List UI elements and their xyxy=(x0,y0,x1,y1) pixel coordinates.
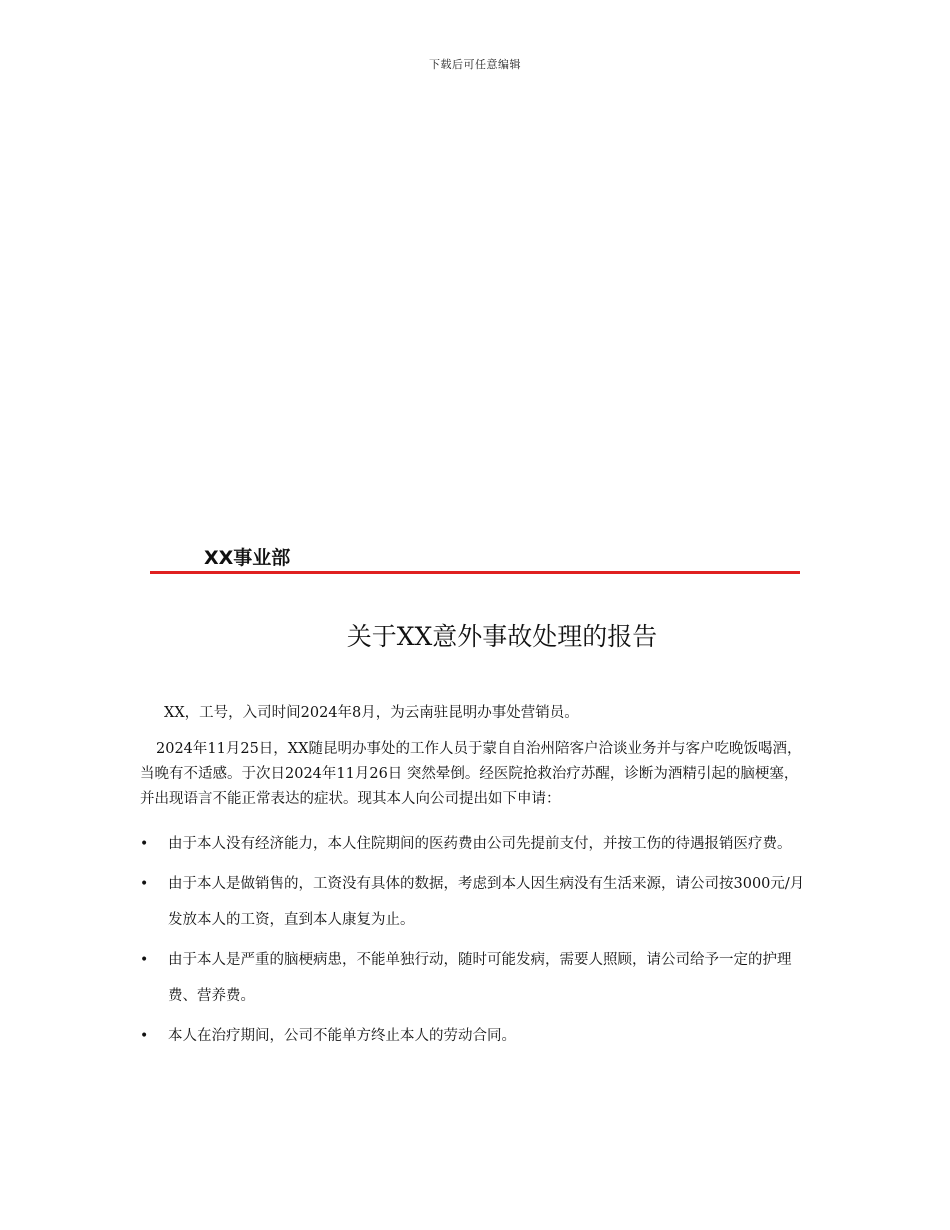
document-title: 关于XX意外事故处理的报告 xyxy=(346,622,658,651)
bullet-dot-icon: • xyxy=(140,876,149,892)
request-item-salary xyxy=(140,866,810,938)
request-item-medical xyxy=(140,826,810,862)
department-name: XX事业部 xyxy=(204,547,291,569)
request-text: 由于本人是做销售的，工资没有具体的数据，考虑到本人因生病没有生活来源，请公司按3000元/月发放本人的工资，直到本人康复为止。 xyxy=(168,876,805,928)
bullet-dot-icon: • xyxy=(140,1028,149,1044)
page-header-note: 下载后可任意编辑 xyxy=(429,58,521,71)
paragraph-incident: 2024年11月25日，XX随昆明办事处的工作人员于蒙自自治州陪客户洽谈业务并与客户吃晚饭喝酒，当晚有不适感。于次日2024年11月26日 突然晕倒。经医院抢救治疗苏醒，诊断为酒精引起的脑梗塞，并出现语言不能正常表达的症状。现其本人向公司提出如下申请： xyxy=(140,740,802,807)
request-text: 由于本人是严重的脑梗病患，不能单独行动，随时可能发病，需要人照顾，请公司给予一定的护理费、营养费。 xyxy=(168,952,792,1004)
request-item-contract xyxy=(140,1018,810,1054)
bullet-dot-icon: • xyxy=(140,836,149,852)
bullet-dot-icon: • xyxy=(140,952,149,968)
paragraph-employee-info: XX，工号，入司时间2024年8月，为云南驻昆明办事处营销员。 xyxy=(164,704,579,721)
request-list xyxy=(140,826,810,1058)
request-text: 本人在治疗期间，公司不能单方终止本人的劳动合同。 xyxy=(168,1028,516,1044)
request-item-nursing xyxy=(140,942,810,1014)
request-text: 由于本人没有经济能力，本人住院期间的医药费由公司先提前支付，并按工伤的待遇报销医疗费。 xyxy=(168,836,792,852)
letterhead-red-rule xyxy=(150,571,800,574)
